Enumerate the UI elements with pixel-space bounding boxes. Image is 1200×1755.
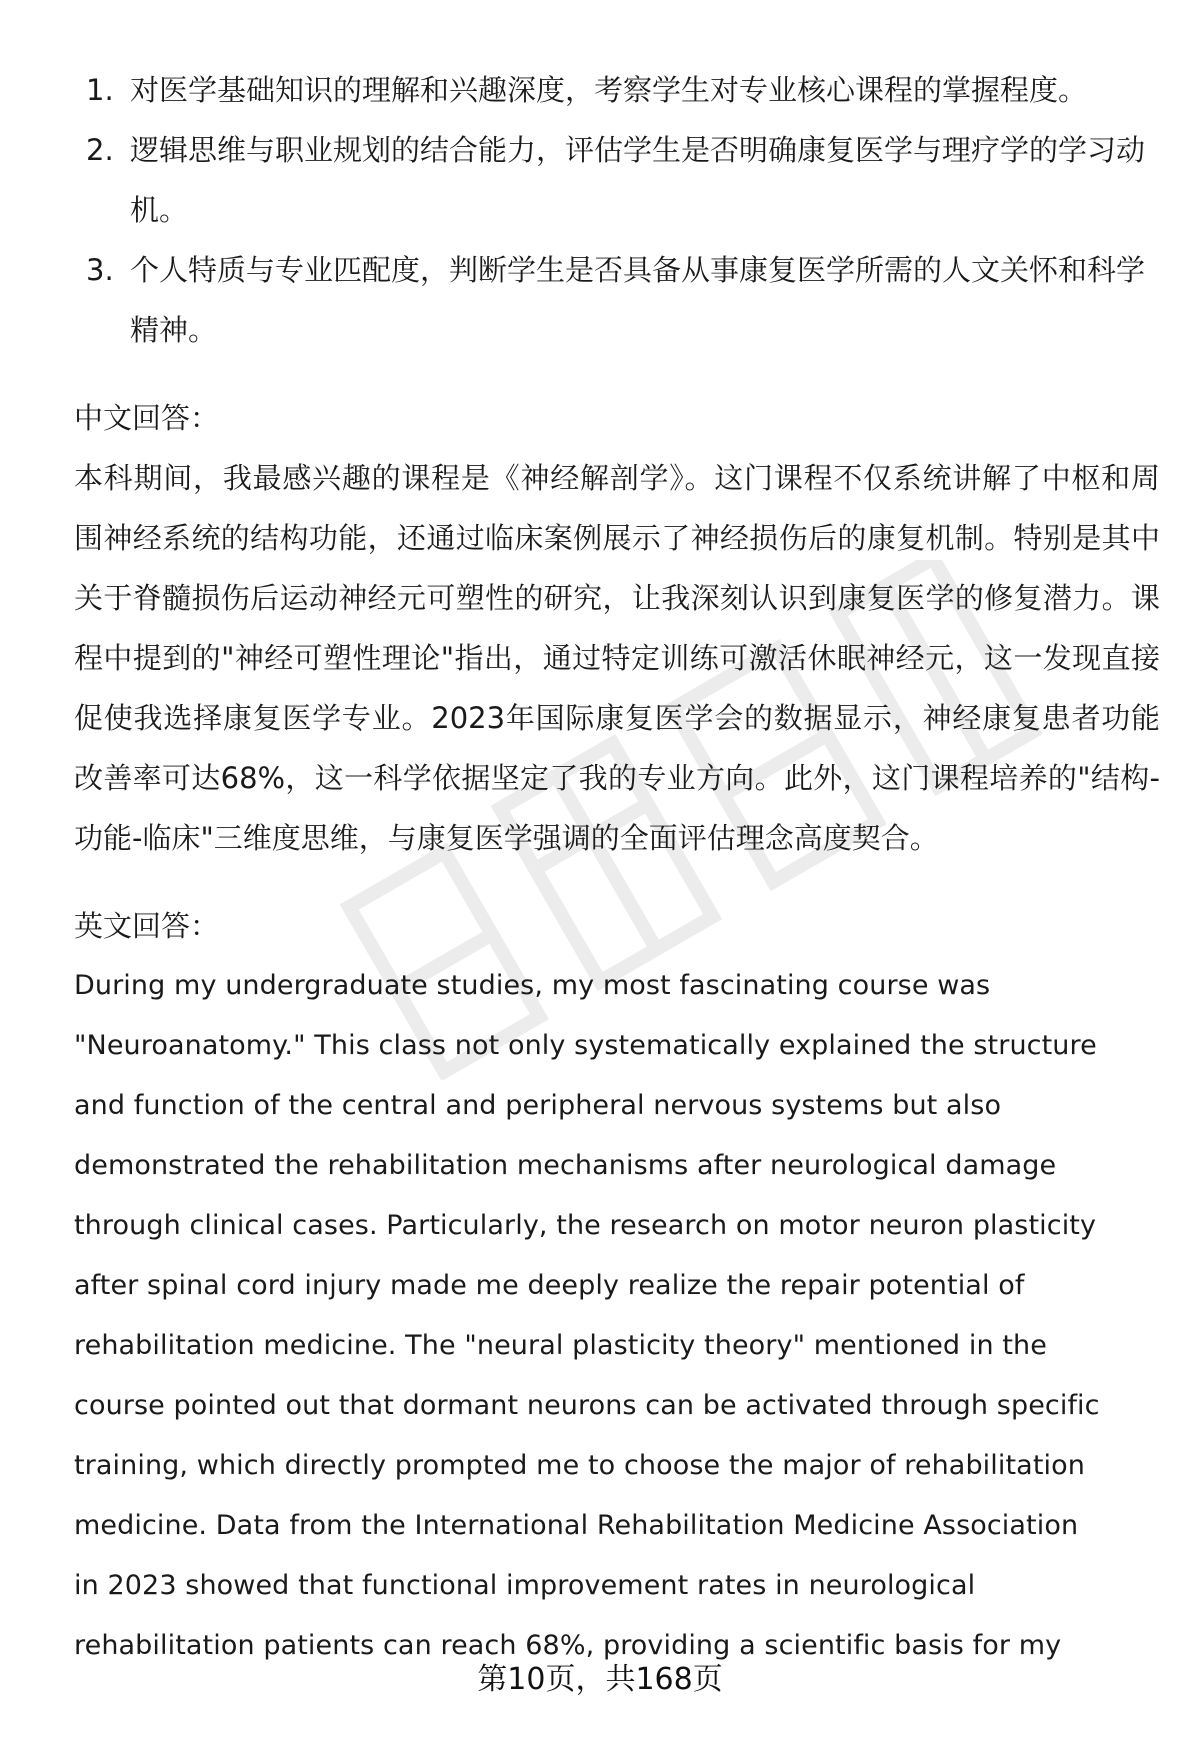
english-line: in 2023 showed that functional improvement rates in neurological (74, 1570, 976, 1601)
criteria-item (74, 240, 1160, 360)
english-line: demonstrated the rehabilitation mechanisms after neurological damage (74, 1150, 1057, 1181)
criteria-list (74, 60, 1160, 360)
english-line: rehabilitation patients can reach 68%, providing a scientific basis for my (74, 1630, 1062, 1661)
criteria-number: 3. (86, 253, 114, 287)
criteria-item (74, 120, 1160, 240)
page-footer: 第10页，共168页 (477, 1662, 723, 1697)
criteria-text: 个人特质与专业匹配度，判断学生是否具备从事康复医学所需的人文关怀和科学精神。 (130, 253, 1146, 347)
criteria-item (74, 60, 1160, 120)
english-line: course pointed out that dormant neurons can be activated through specific (74, 1390, 1100, 1421)
criteria-number: 2. (86, 133, 114, 167)
chinese-answer-label: 中文回答： (74, 401, 220, 435)
english-line: after spinal cord injury made me deeply realize the repair potential of (74, 1270, 1025, 1301)
chinese-answer-text: 本科期间，我最感兴趣的课程是《神经解剖学》。这门课程不仅系统讲解了中枢和周围神经系统的结构功能，还通过临床案例展示了神经损伤后的康复机制。特别是其中关于脊髓损伤后运动神经元可塑性的研究，让我深刻认识到康复医学的修复潜力。课程中提到的"神经可塑性理论"指出，通过特定训练可激活休眠神经元，这一发现直接促使我选择康复医学专业。2023年国际康复医学会的数据显示，神经康复患者功能改善率可达68%，这一科学依据坚定了我的专业方向。此外，这门课程培养的"结构-功能-临床"三维度思维，与康复医学强调的全面评估理念高度契合。 (74, 461, 1160, 855)
criteria-text: 逻辑思维与职业规划的结合能力，评估学生是否明确康复医学与理疗学的学习动机。 (130, 133, 1146, 227)
english-line: rehabilitation medicine. The "neural plasticity theory" mentioned in the (74, 1330, 1047, 1361)
english-line: training, which directly prompted me to choose the major of rehabilitation (74, 1450, 1085, 1481)
english-answer-text (74, 956, 1160, 1676)
english-line: through clinical cases. Particularly, the research on motor neuron plasticity (74, 1210, 1097, 1241)
english-line: "Neuroanatomy." This class not only systematically explained the structure (74, 1030, 1097, 1061)
criteria-text: 对医学基础知识的理解和兴趣深度，考察学生对专业核心课程的掌握程度。 (130, 73, 1088, 107)
english-line: medicine. Data from the International Rehabilitation Medicine Association (74, 1510, 1079, 1541)
english-line: During my undergraduate studies, my most fascinating course was (74, 970, 991, 1001)
document-page (74, 60, 1160, 1676)
english-answer-label: 英文回答： (74, 909, 220, 943)
english-line: and function of the central and peripheral nervous systems but also (74, 1090, 1002, 1121)
criteria-number: 1. (86, 73, 114, 107)
